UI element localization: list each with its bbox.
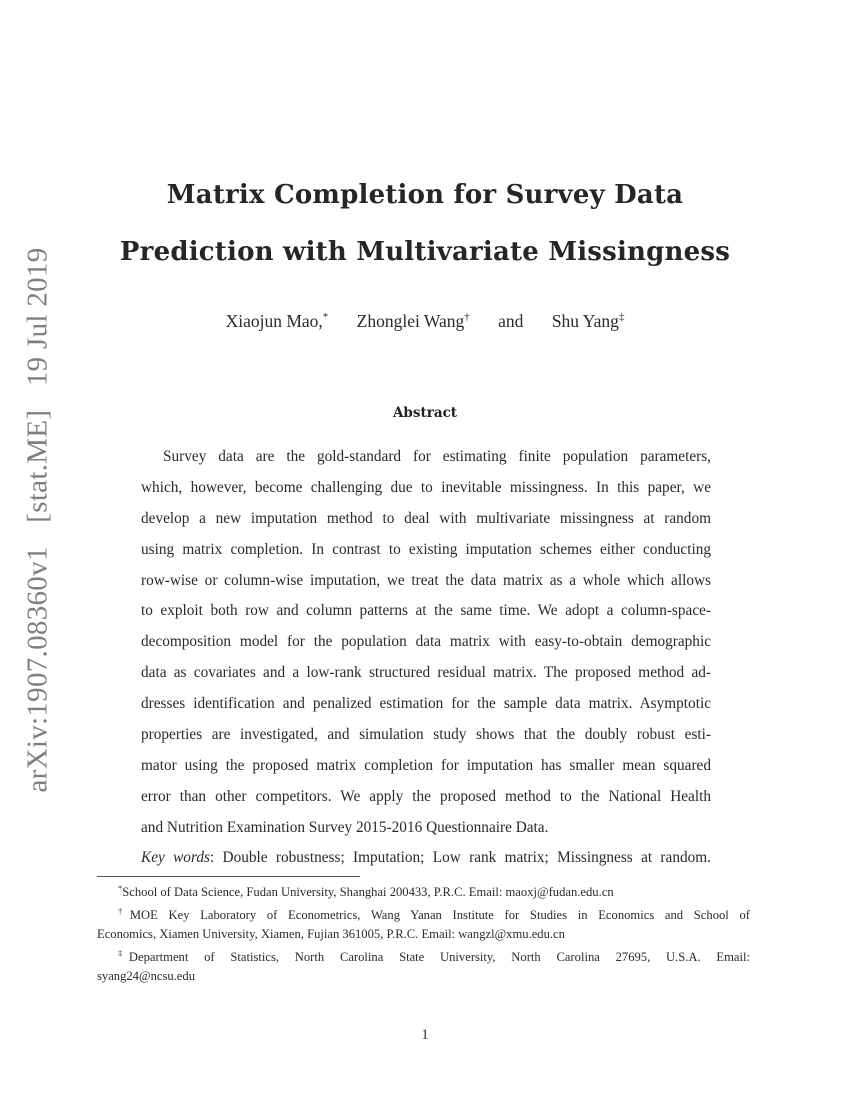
keywords-label: Key words (141, 849, 210, 866)
affiliation-mark: * (322, 311, 329, 324)
author-3 (552, 311, 625, 331)
author-2 (357, 311, 470, 331)
footnote-text: MOE Key Laboratory of Econometrics, Wang Yanan Institute for Studies in Economics and School of (129, 908, 750, 923)
abstract-line: using matrix completion. In contrast to existing imputation schemes either conducting (141, 540, 711, 558)
affiliation-mark: ‡ (618, 311, 625, 324)
abstract-line: to exploit both row and column patterns at the same time. We adopt a column-space- (141, 602, 711, 620)
author-conjunction: and (498, 311, 524, 331)
abstract-line: error than other competitors. We apply the proposed method to the National Health (141, 787, 711, 805)
abstract-line: data as covariates and a low-rank structured residual matrix. The proposed method ad- (141, 664, 711, 682)
keywords (141, 849, 711, 867)
abstract-line: and Nutrition Examination Survey 2015-2016 Questionnaire Data. (141, 818, 549, 836)
author-name: Zhonglei Wang (356, 311, 465, 331)
footnote-text: School of Data Science, Fudan University, Shanghai 200433, P.R.C. Email: maoxj@fudan.edu.cn (122, 885, 614, 900)
abstract-line: Survey data are the gold-standard for estimating finite population parameters, (163, 448, 711, 465)
author-list (0, 311, 850, 332)
author-1 (226, 311, 329, 331)
paper-title-line-2: Prediction with Multivariate Missingness (119, 237, 731, 267)
author-name: Shu Yang (551, 311, 619, 331)
abstract-line: decomposition model for the population data matrix with easy-to-obtain demographic (141, 633, 711, 651)
abstract-line: which, however, become challenging due to inevitable missingness. In this paper, we (141, 478, 711, 496)
footnote-text-continued: syang24@ncsu.edu (97, 968, 195, 983)
footnote-mark: † (118, 905, 130, 916)
footnote-1 (97, 879, 750, 902)
footnote-3 (97, 944, 750, 986)
footnote-mark: * (118, 883, 123, 893)
footnote-text-continued: Economics, Xiamen University, Xiamen, Fujian 361005, P.R.C. Email: wangzl@xmu.edu.cn (97, 926, 565, 941)
abstract-line: dresses identification and penalized estimation for the sample data matrix. Asymptotic (141, 695, 711, 713)
footnotes (97, 879, 750, 986)
arxiv-date: 19 Jul 2019 (21, 247, 54, 387)
arxiv-category: [stat.ME] (21, 409, 54, 523)
footnote-rule (97, 876, 360, 877)
footnote-mark: ‡ (118, 947, 129, 958)
abstract-line: develop a new imputation method to deal with multivariate missingness at random (141, 509, 711, 527)
author-name: Xiaojun Mao, (225, 311, 323, 331)
abstract-line: row-wise or column-wise imputation, we treat the data matrix as a whole which allows (141, 571, 711, 589)
keywords-text: : Double robustness; Imputation; Low rank matrix; Missingness at random. (209, 849, 711, 866)
abstract-line: properties are investigated, and simulation study shows that the doubly robust esti- (141, 726, 711, 744)
abstract-line: mator using the proposed matrix completion for imputation has smaller mean squared (141, 756, 711, 774)
arxiv-id: arXiv:1907.08360v1 (21, 546, 54, 793)
abstract-body (141, 445, 711, 847)
footnote-text: Department of Statistics, North Carolina State University, North Carolina 27695, U.S.A. Email: (128, 949, 751, 964)
affiliation-mark: † (464, 311, 470, 324)
paper-title-line-1: Matrix Completion for Survey Data (166, 180, 684, 210)
footnote-2 (97, 902, 750, 944)
page-number: 1 (421, 1027, 429, 1043)
abstract-heading: Abstract (392, 405, 458, 421)
